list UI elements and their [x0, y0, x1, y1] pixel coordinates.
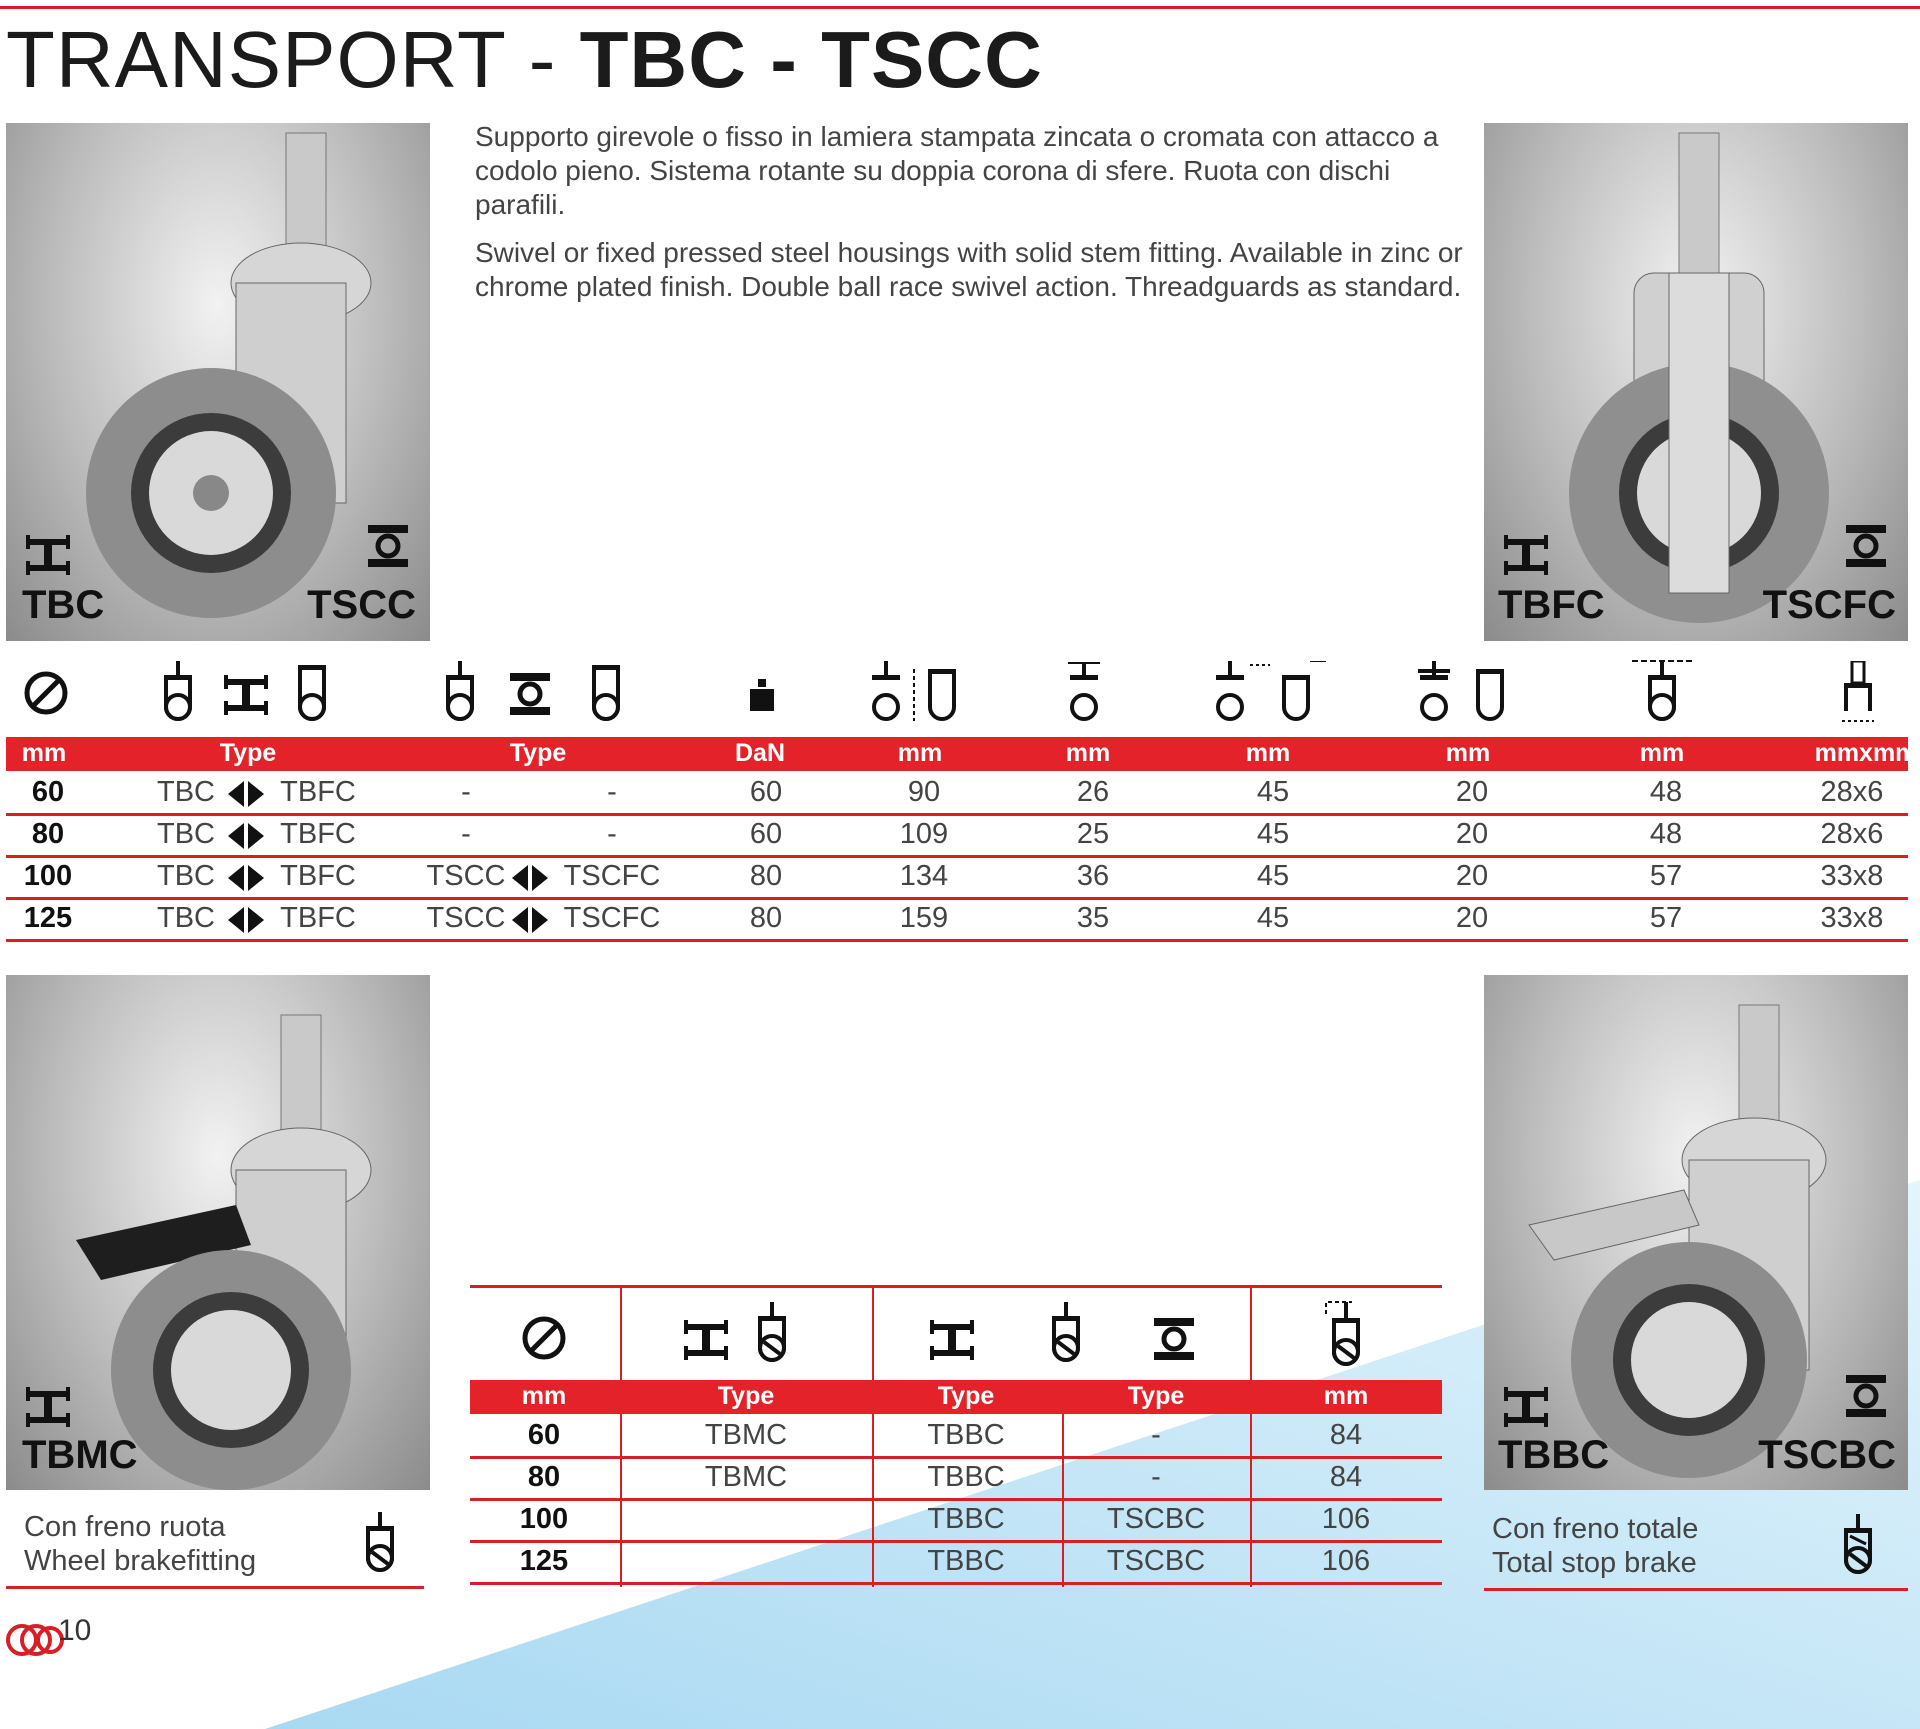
table1-header	[6, 737, 1918, 771]
cell-offset: 45	[1256, 818, 1290, 850]
caption-wheel-brake	[24, 1510, 256, 1578]
swivel-housing-icon	[1844, 523, 1888, 571]
cell-hub: 20	[1455, 860, 1489, 892]
hub-length-icon	[1414, 661, 1510, 727]
cell-hub: 20	[1455, 818, 1489, 850]
header-top: mm	[1639, 739, 1685, 767]
cell-top: 57	[1649, 860, 1683, 892]
cell-type-swivel: -	[461, 818, 471, 850]
cell-load: 60	[749, 818, 783, 850]
photo-tbc-tscc	[6, 123, 430, 641]
header-diameter: mm	[521, 1382, 567, 1410]
table-row	[470, 1542, 1442, 1585]
photo-label-tscfc: TSCFC	[1762, 583, 1896, 627]
cell-brake-height: 106	[1321, 1503, 1371, 1535]
cell-type-swivel-brake: -	[1151, 1461, 1161, 1493]
swivel-housing-icon	[508, 671, 552, 719]
fixed-housing-icon	[22, 1387, 74, 1431]
wheel-brake-icon	[360, 1512, 400, 1578]
swivel-housing-icon	[1844, 1373, 1888, 1421]
swivel-housing-icon	[1152, 1316, 1196, 1364]
description-english: Swivel or fixed pressed steel housings with solid stem fitting. Available in zinc or chrome plated finish. Double ball race swivel action. Threadguards as standard.	[475, 237, 1463, 302]
caption-wheel-brake-it: Con freno ruota	[24, 1511, 226, 1543]
brake-height-icon	[1322, 1298, 1372, 1374]
fixed-caster-icon	[292, 661, 332, 727]
cell-offset: 45	[1256, 902, 1290, 934]
interchangeable-arrow-icon	[228, 907, 264, 933]
cell-type-fixed-alt: TBFC	[280, 776, 356, 808]
cell-type-fixed: TBC	[157, 860, 215, 892]
top-plate-icon	[1632, 657, 1692, 727]
cell-stem: 33x8	[1820, 860, 1884, 892]
caption-total-brake	[1492, 1512, 1698, 1580]
cell-diameter: 80	[527, 1461, 561, 1493]
fixed-caster-icon	[586, 661, 626, 727]
cell-stem: 33x8	[1820, 902, 1884, 934]
caption-total-brake-en: Total stop brake	[1492, 1547, 1697, 1579]
swivel-offset-icon	[1210, 661, 1328, 727]
cell-diameter: 60	[31, 776, 65, 808]
photo-tbfc-tscfc	[1484, 123, 1908, 641]
cell-type-fixed-brake: TBBC	[927, 1419, 1005, 1451]
top-rule	[0, 6, 1920, 9]
header-offset: mm	[1245, 739, 1291, 767]
caption-wheel-brake-en: Wheel brakefitting	[24, 1545, 257, 1577]
wheel-brake-icon	[752, 1302, 792, 1368]
cell-hub: 20	[1455, 902, 1489, 934]
header-width: mm	[1065, 739, 1111, 767]
swivel-caster-icon	[440, 661, 480, 727]
cell-width: 26	[1076, 776, 1110, 808]
wheel-diameter-icon	[22, 669, 70, 717]
cell-brake-height: 106	[1321, 1545, 1371, 1577]
table-row	[470, 1458, 1442, 1501]
photo-label-tbbc: TBBC	[1498, 1433, 1610, 1477]
fixed-housing-icon	[926, 1320, 978, 1364]
cell-load: 80	[749, 860, 783, 892]
cell-type-swivel-brake: -	[1151, 1419, 1161, 1451]
photo-tbmc	[6, 975, 430, 1490]
description	[475, 120, 1465, 318]
cell-brake-height: 84	[1329, 1419, 1363, 1451]
header-stem: mmxmm	[1814, 739, 1918, 767]
photo-label-tbmc: TBMC	[22, 1433, 138, 1477]
interchangeable-arrow-icon	[512, 907, 548, 933]
cell-hub: 20	[1455, 776, 1489, 808]
header-type-fixed: Type	[219, 739, 277, 767]
interchangeable-arrow-icon	[228, 781, 264, 807]
cell-type-swivel: -	[461, 776, 471, 808]
header-type-wheel-brake: Type	[717, 1382, 775, 1410]
photo-tbbc-tscbc	[1484, 975, 1908, 1490]
cell-height: 109	[899, 818, 949, 850]
header-brake-height: mm	[1323, 1382, 1369, 1410]
cell-top: 48	[1649, 818, 1683, 850]
table2-icon-row	[470, 1292, 1442, 1380]
cell-height: 90	[907, 776, 941, 808]
cell-type-fixed-brake: TBBC	[927, 1461, 1005, 1493]
wheel-width-icon	[1062, 659, 1106, 727]
fixed-housing-icon	[680, 1320, 732, 1364]
cell-type-fixed-alt: TBFC	[280, 902, 356, 934]
cell-type-fixed: TBC	[157, 776, 215, 808]
fixed-housing-icon	[1500, 535, 1552, 579]
load-weight-icon	[746, 675, 778, 715]
cell-load: 80	[749, 902, 783, 934]
cell-type-swivel: TSCC	[426, 860, 506, 892]
table-row	[6, 773, 1908, 816]
cell-width: 36	[1076, 860, 1110, 892]
header-type-fixed-brake: Type	[937, 1382, 995, 1410]
cell-type-swivel-brake: TSCBC	[1106, 1545, 1206, 1577]
header-type-swivel-brake: Type	[1127, 1382, 1185, 1410]
total-brake-icon	[1838, 1514, 1878, 1580]
cell-top: 48	[1649, 776, 1683, 808]
total-brake-icon	[1046, 1302, 1086, 1368]
wheel-diameter-icon	[520, 1314, 568, 1362]
photo-label-tbc: TBC	[22, 583, 105, 627]
photo-label-tscbc: TSCBC	[1758, 1433, 1896, 1477]
cell-type-swivel-alt: TSCFC	[563, 902, 661, 934]
stem-size-icon	[1838, 661, 1878, 727]
table1-icon-row	[0, 655, 1920, 735]
cell-offset: 45	[1256, 776, 1290, 808]
cell-type-swivel-alt: -	[607, 818, 617, 850]
description-italian: Supporto girevole o fisso in lamiera stampata zincata o cromata con attacco a codolo pieno. Sistema rotante su doppia corona di sfere. Ruota con dischi parafili.	[475, 121, 1439, 220]
cell-type-fixed-brake: TBBC	[927, 1503, 1005, 1535]
header-type-swivel: Type	[509, 739, 567, 767]
table2-header	[470, 1380, 1442, 1414]
cell-type-swivel-alt: -	[607, 776, 617, 808]
cell-type-fixed: TBC	[157, 902, 215, 934]
cell-type-swivel-brake: TSCBC	[1106, 1503, 1206, 1535]
fixed-housing-icon	[1500, 1387, 1552, 1431]
cell-diameter: 125	[23, 902, 73, 934]
title-light: TRANSPORT -	[6, 15, 580, 104]
cell-type-swivel-alt: TSCFC	[563, 860, 661, 892]
header-hub: mm	[1445, 739, 1491, 767]
cell-height: 134	[899, 860, 949, 892]
cell-offset: 45	[1256, 860, 1290, 892]
cell-stem: 28x6	[1820, 818, 1884, 850]
cell-brake-height: 84	[1329, 1461, 1363, 1493]
cell-type-fixed-alt: TBFC	[280, 818, 356, 850]
cell-stem: 28x6	[1820, 776, 1884, 808]
cell-diameter: 125	[519, 1545, 569, 1577]
cell-diameter: 60	[527, 1419, 561, 1451]
cell-load: 60	[749, 776, 783, 808]
overall-height-icon	[866, 661, 962, 727]
page-number: 10	[58, 1614, 92, 1647]
interchangeable-arrow-icon	[228, 865, 264, 891]
interchangeable-arrow-icon	[228, 823, 264, 849]
cell-width: 25	[1076, 818, 1110, 850]
caption-right-rule	[1484, 1588, 1908, 1591]
header-diameter: mm	[21, 739, 67, 767]
brand-logo-icon	[6, 1618, 64, 1662]
table-row	[470, 1500, 1442, 1543]
photo-label-tscc: TSCC	[307, 583, 416, 627]
header-height: mm	[897, 739, 943, 767]
table-row	[470, 1416, 1442, 1459]
swivel-housing-icon	[366, 523, 410, 571]
photo-label-tbfc: TBFC	[1498, 583, 1605, 627]
header-load: DaN	[734, 739, 786, 767]
cell-type-wheel-brake: TBMC	[704, 1419, 788, 1451]
table-row	[6, 815, 1908, 858]
swivel-caster-icon	[158, 661, 198, 727]
cell-type-fixed: TBC	[157, 818, 215, 850]
fixed-housing-icon	[220, 675, 272, 719]
cell-type-fixed-brake: TBBC	[927, 1545, 1005, 1577]
interchangeable-arrow-icon	[512, 865, 548, 891]
fixed-housing-icon	[22, 535, 74, 579]
table2-top-rule	[470, 1285, 1442, 1288]
cell-height: 159	[899, 902, 949, 934]
table-row	[6, 857, 1908, 900]
page-title	[6, 14, 1043, 106]
table-row	[6, 899, 1908, 942]
cell-diameter: 100	[23, 860, 73, 892]
caption-total-brake-it: Con freno totale	[1492, 1513, 1699, 1545]
cell-top: 57	[1649, 902, 1683, 934]
cell-type-swivel: TSCC	[426, 902, 506, 934]
caption-left-rule	[6, 1586, 424, 1589]
cell-width: 35	[1076, 902, 1110, 934]
title-bold: TBC - TSCC	[579, 15, 1043, 104]
cell-diameter: 100	[519, 1503, 569, 1535]
cell-type-fixed-alt: TBFC	[280, 860, 356, 892]
cell-diameter: 80	[31, 818, 65, 850]
cell-type-wheel-brake: TBMC	[704, 1461, 788, 1493]
